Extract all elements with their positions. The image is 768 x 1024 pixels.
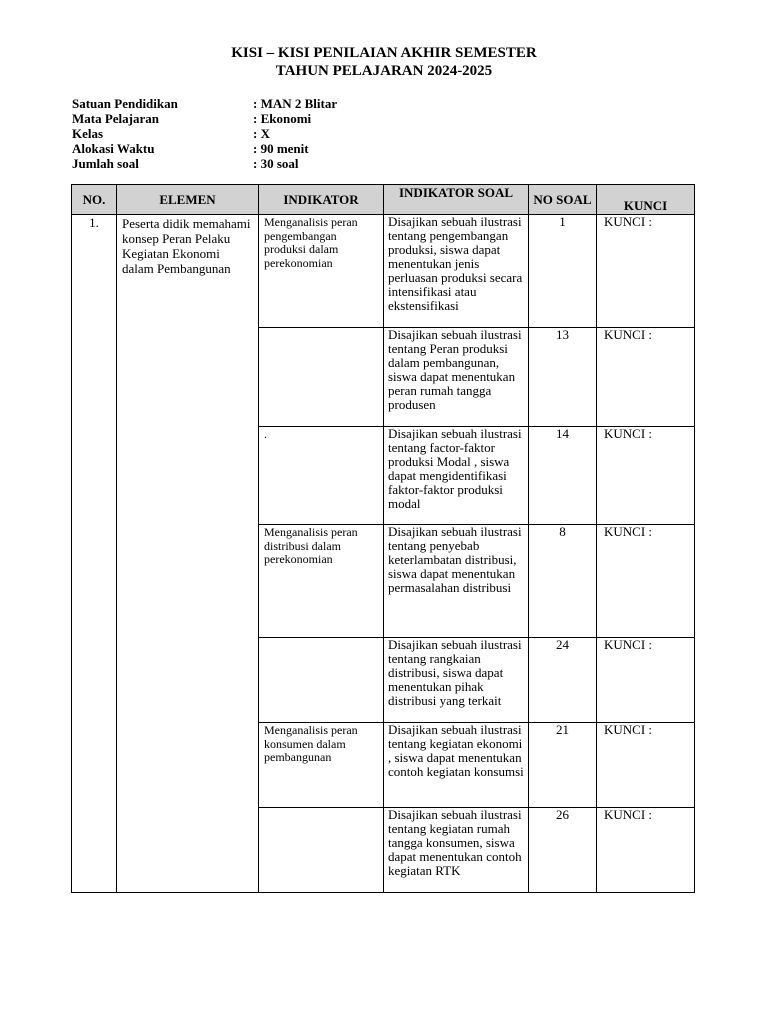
row-number: 1.: [72, 215, 117, 893]
table-header-row: [72, 185, 695, 215]
header-indikator-soal: INDIKATOR SOAL: [384, 185, 529, 215]
indikator-soal-cell: Disajikan sebuah ilustrasi tentang penyebab keterlambatan distribusi, siswa dapat menentukan permasalahan distribusi: [384, 525, 529, 638]
header-kunci: KUNCI: [597, 185, 695, 215]
table-row: [72, 215, 695, 328]
kunci-cell: KUNCI :: [597, 525, 695, 638]
indikator-cell: [259, 638, 384, 723]
indikator-soal-cell: Disajikan sebuah ilustrasi tentang Peran produksi dalam pembangunan, siswa dapat menentukan peran rumah tangga produsen: [384, 328, 529, 427]
info-value: : Ekonomi: [253, 111, 312, 126]
info-value: : 90 menit: [253, 141, 309, 156]
header-elemen: ELEMEN: [117, 185, 259, 215]
info-label: Alokasi Waktu: [72, 141, 155, 156]
info-label: Satuan Pendidikan: [72, 96, 178, 111]
info-label: Kelas: [72, 126, 104, 141]
info-label: Jumlah soal: [72, 156, 139, 171]
kunci-cell: KUNCI :: [597, 723, 695, 808]
document-subtitle: TAHUN PELAJARAN 2024-2025: [275, 63, 493, 79]
indikator-cell: Menganalisis peran pengembangan produksi dalam perekonomian: [259, 215, 384, 328]
indikator-soal-cell: Disajikan sebuah ilustrasi tentang kegiatan ekonomi , siswa dapat menentukan contoh kegiatan konsumsi: [384, 723, 529, 808]
kunci-cell: KUNCI :: [597, 427, 695, 525]
kunci-cell: KUNCI :: [597, 215, 695, 328]
kisi-table: [71, 184, 695, 893]
indikator-soal-cell: Disajikan sebuah ilustrasi tentang rangkaian distribusi, siswa dapat menentukan pihak distribusi yang terkait: [384, 638, 529, 723]
indikator-cell: Menganalisis peran konsumen dalam pembangunan: [259, 723, 384, 808]
indikator-soal-cell: Disajikan sebuah ilustrasi tentang factor-faktor produksi Modal , siswa dapat mengidentifikasi faktor-faktor produksi modal: [384, 427, 529, 525]
kunci-cell: KUNCI :: [597, 328, 695, 427]
header-no: NO.: [72, 185, 117, 215]
no-soal-cell: 26: [529, 808, 597, 893]
no-soal-cell: 13: [529, 328, 597, 427]
info-value: : X: [253, 126, 270, 141]
indikator-cell: .: [259, 427, 384, 525]
no-soal-cell: 24: [529, 638, 597, 723]
elemen-cell: Peserta didik memahami konsep Peran Pelaku Kegiatan Ekonomi dalam Pembangunan: [117, 215, 259, 893]
info-value: : 30 soal: [253, 156, 299, 171]
indikator-cell: [259, 328, 384, 427]
no-soal-cell: 8: [529, 525, 597, 638]
no-soal-cell: 21: [529, 723, 597, 808]
no-soal-cell: 14: [529, 427, 597, 525]
header-indikator: INDIKATOR: [259, 185, 384, 215]
kunci-cell: KUNCI :: [597, 638, 695, 723]
indikator-cell: [259, 808, 384, 893]
indikator-soal-cell: Disajikan sebuah ilustrasi tentang kegiatan rumah tangga konsumen, siswa dapat menentukan contoh kegiatan RTK: [384, 808, 529, 893]
indikator-soal-cell: Disajikan sebuah ilustrasi tentang pengembangan produksi, siswa dapat menentukan jenis perluasan produksi secara intensifikasi atau ekstensifikasi: [384, 215, 529, 328]
kunci-cell: KUNCI :: [597, 808, 695, 893]
document-title: KISI – KISI PENILAIAN AKHIR SEMESTER: [231, 45, 537, 61]
info-value: : MAN 2 Blitar: [253, 96, 338, 111]
no-soal-cell: 1: [529, 215, 597, 328]
header-no-soal: NO SOAL: [529, 185, 597, 215]
indikator-cell: Menganalisis peran distribusi dalam perekonomian: [259, 525, 384, 638]
info-label: Mata Pelajaran: [72, 111, 160, 126]
